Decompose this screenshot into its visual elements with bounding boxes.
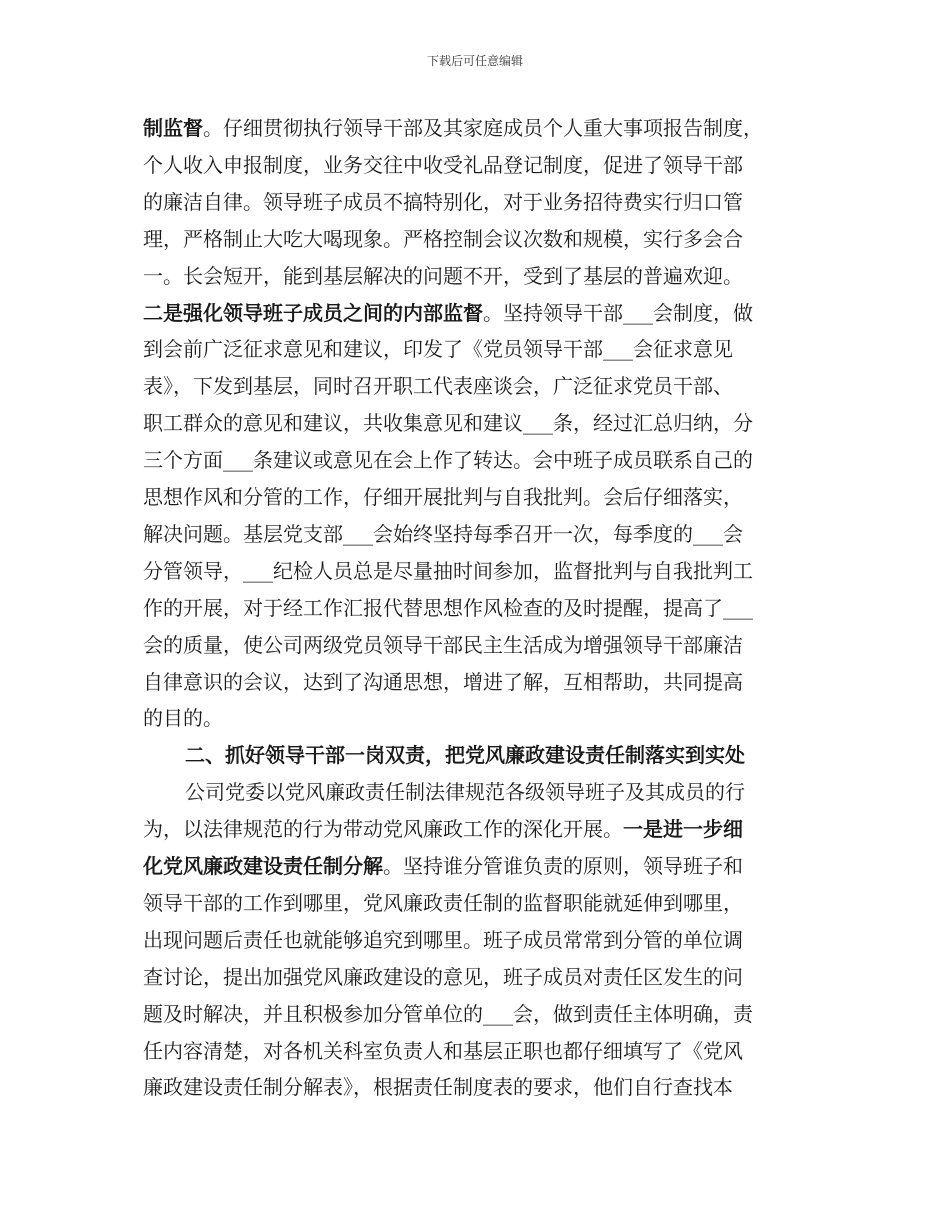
text-line [143, 848, 811, 884]
bold-text-segment: 一是进一步细 [623, 817, 743, 842]
text-line [143, 590, 811, 626]
page-header: 下载后可任意编辑 [426, 54, 523, 68]
text-segment: 。坚持领导干部___会制度，做 [483, 300, 753, 325]
text-line [143, 110, 811, 146]
text-segment: 到会前广泛征求意见和建议，印发了《党员领导干部___会征求意见 [143, 337, 733, 362]
text-segment: 公司党委以党风廉政责任制法律规范各级领导班子及其成员的行 [185, 780, 745, 805]
text-line [143, 442, 811, 478]
text-line [143, 774, 811, 810]
text-segment: 为，以法律规范的行为带动党风廉政工作的深化开展。 [143, 817, 623, 842]
text-segment: 一。长会短开，能到基层解决的问题不开，受到了基层的普遍欢迎。 [143, 263, 743, 288]
text-line [143, 516, 811, 552]
text-segment: 领导干部的工作到哪里，党风廉政责任制的监督职能就延伸到哪里， [143, 890, 743, 915]
text-line [143, 147, 811, 183]
text-segment: 查讨论，提出加强党风廉政建设的意见，班子成员对责任区发生的问 [143, 964, 743, 989]
text-line [143, 996, 811, 1032]
text-segment: 。仔细贯彻执行领导干部及其家庭成员个人重大事项报告制度， [203, 116, 763, 140]
text-segment: 职工群众的意见和建议，共收集意见和建议___条，经过汇总归纳，分 [143, 411, 753, 436]
text-segment: 分管领导，___纪检人员总是尽量抽时间参加，监督批判与自我批判工 [143, 558, 753, 583]
text-segment: 任内容清楚，对各机关科室负责人和基层正职也都仔细填写了《党风 [143, 1038, 743, 1063]
text-segment: 题及时解决，并且积极参加分管单位的___会，做到责任主体明确，责 [143, 1001, 753, 1026]
text-line [143, 885, 811, 921]
text-line [143, 1033, 811, 1069]
text-line [143, 627, 811, 663]
text-line [143, 221, 811, 257]
text-line [143, 184, 811, 220]
text-line [143, 331, 811, 367]
text-line [143, 959, 811, 995]
text-line [143, 553, 811, 589]
text-segment: 个人收入申报制度，业务交往中收受礼品登记制度，促进了领导干部 [143, 152, 743, 177]
bold-text-segment: 二、抓好领导干部一岗双责，把党风廉政建设责任制落实到实处 [185, 743, 745, 768]
text-line [143, 479, 811, 515]
text-segment: 自律意识的会议，达到了沟通思想，增进了解，互相帮助，共同提高 [143, 669, 743, 694]
bold-text-segment: 二是强化领导班子成员之间的内部监督 [143, 300, 483, 325]
text-line [143, 922, 811, 958]
text-segment: 作的开展，对于经工作汇报代替思想作风检查的及时提醒，提高了___ [143, 595, 753, 620]
text-segment: 廉政建设责任制分解表》，根据责任制度表的要求，他们自行查找本 [143, 1075, 733, 1100]
text-line [143, 295, 811, 331]
text-segment: 解决问题。基层党支部___会始终坚持每季召开一次，每季度的___会 [143, 521, 743, 546]
text-segment: 的廉洁自律。领导班子成员不搞特别化，对于业务招待费实行归口管 [143, 189, 743, 214]
text-line [143, 258, 811, 294]
text-line [143, 700, 811, 736]
text-line [143, 405, 811, 441]
text-segment: 理，严格制止大吃大喝现象。严格控制会议次数和规模，实行多会合 [143, 226, 743, 251]
bold-text-segment: 化党风廉政建设责任制分解 [143, 854, 383, 878]
text-segment: 思想作风和分管的工作，仔细开展批判与自我批判。会后仔细落实， [143, 485, 743, 509]
text-segment: 的目的。 [143, 706, 223, 731]
text-segment: 三个方面___条建议或意见在会上作了转达。会中班子成员联系自己的 [143, 448, 753, 473]
text-line [143, 811, 811, 847]
text-segment: 表》，下发到基层，同时召开职工代表座谈会，广泛征求党员干部、 [143, 374, 733, 399]
text-line [143, 737, 811, 773]
text-line [143, 368, 811, 404]
text-segment: 出现问题后责任也就能够追究到哪里。班子成员常常到分管的单位调 [143, 927, 743, 952]
text-line [143, 1069, 811, 1105]
text-segment: 。坚持谁分管谁负责的原则，领导班子和 [383, 854, 743, 878]
bold-text-segment: 制监督 [143, 116, 203, 140]
text-segment: 会的质量，使公司两级党员领导干部民主生活成为增强领导干部廉洁 [143, 632, 743, 657]
text-line [143, 664, 811, 700]
